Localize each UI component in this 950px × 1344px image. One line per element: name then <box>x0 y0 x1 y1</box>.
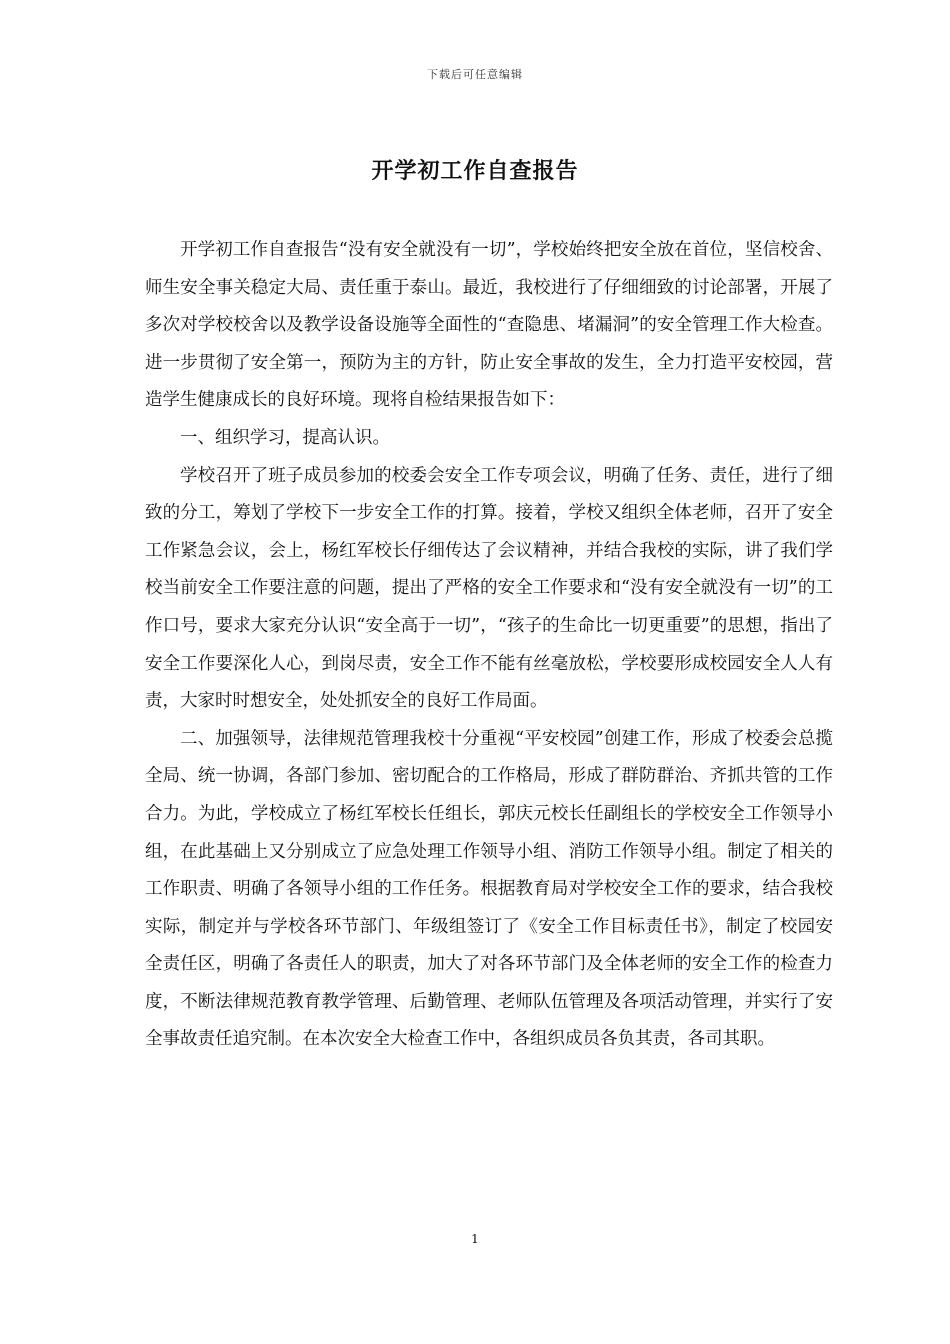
document-body <box>145 232 833 1059</box>
document-title: 开学初工作自查报告 <box>371 158 579 184</box>
paragraph-section-1-body: 学校召开了班子成员参加的校委会安全工作专项会议，明确了任务、责任，进行了细致的分工，筹划了学校下一步安全工作的打算。接着，学校又组织全体老师，召开了安全工作紧急会议，会上，杨红军校长仔细传达了会议精神，并结合我校的实际，讲了我们学校当前安全工作要注意的问题，提出了严格的安全工作要求和“没有安全就没有一切”的工作口号，要求大家充分认识“安全高于一切”，“孩子的生命比一切更重要”的思想，指出了安全工作要深化人心，到岗尽责，安全工作不能有丝毫放松，学校要形成校园安全人人有责，大家时时想安全，处处抓安全的良好工作局面。 <box>145 465 833 712</box>
paragraph-intro: 开学初工作自查报告“没有安全就没有一切”，学校始终把安全放在首位，坚信校舍、师生安全事关稳定大局、责任重于泰山。最近，我校进行了仔细细致的讨论部署，开展了多次对学校校舍以及教学设备设施等全面性的“查隐患、堵漏洞”的安全管理工作大检查。进一步贯彻了安全第一，预防为主的方针，防止安全事故的发生，全力打造平安校园，营造学生健康成长的良好环境。现将自检结果报告如下： <box>145 240 833 411</box>
page-number: 1 <box>471 1232 479 1246</box>
paragraph-section-1-heading: 一、组织学习，提高认识。 <box>180 427 390 448</box>
header-note: 下载后可任意编辑 <box>427 68 523 81</box>
paragraph-section-2: 二、加强领导，法律规范管理我校十分重视“平安校园”创建工作，形成了校委会总揽全局、统一协调，各部门参加、密切配合的工作格局，形成了群防群治、齐抓共管的工作合力。为此，学校成立了杨红军校长任组长，郭庆元校长任副组长的学校安全工作领导小组，在此基础上又分别成立了应急处理工作领导小组、消防工作领导小组。制定了相关的工作职责、明确了各领导小组的工作任务。根据教育局对学校安全工作的要求，结合我校实际，制定并与学校各环节部门、年级组签订了《安全工作目标责任书》，制定了校园安全责任区，明确了各责任人的职责，加大了对各环节部门及全体老师的安全工作的检查力度，不断法律规范教育教学管理、后勤管理、老师队伍管理及各项活动管理，并实行了安全事故责任追究制。在本次安全大检查工作中，各组织成员各负其责，各司其职。 <box>145 728 833 1050</box>
